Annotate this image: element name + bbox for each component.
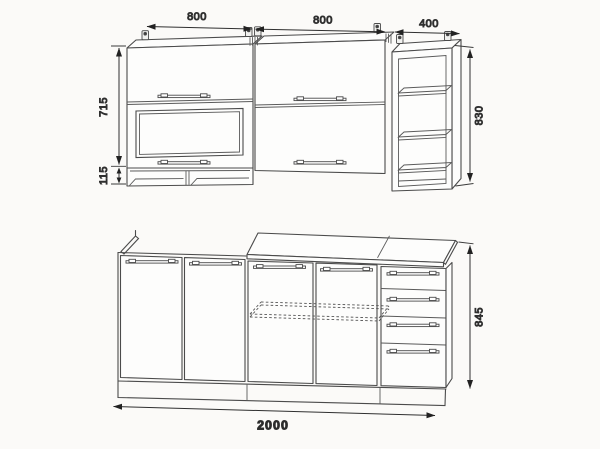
base-row xyxy=(118,231,458,406)
unit-right-side-panel xyxy=(452,40,461,190)
dim-label-830: 830 xyxy=(473,105,486,126)
dim-line-2000 xyxy=(114,407,436,416)
dim-label-845: 845 xyxy=(473,307,486,327)
dim-arrow-115-bottom xyxy=(117,178,122,184)
drawer-unit xyxy=(381,263,452,388)
dim-label-2000: 2000 xyxy=(257,418,289,433)
dim-label-400: 400 xyxy=(419,18,439,30)
base-door xyxy=(316,263,377,385)
dim-label-115: 115 xyxy=(98,165,110,186)
mounting-bracket xyxy=(142,31,149,40)
witness-tick-845 xyxy=(459,242,474,244)
base-door xyxy=(121,256,183,380)
wall-open-shelf-unit xyxy=(392,40,461,192)
dim-label-800-middle: 800 xyxy=(313,14,333,27)
dim-label-715: 715 xyxy=(98,97,110,117)
dim-line-800-middle xyxy=(256,29,386,32)
carcass-top-edge xyxy=(118,253,246,257)
dim-line-800-left xyxy=(147,27,252,30)
wall-row xyxy=(127,24,461,192)
mounting-bracket xyxy=(255,27,262,36)
dim-arrow-115-top xyxy=(117,168,122,174)
back-panel-corner xyxy=(121,231,139,255)
wall-cabinet-left xyxy=(127,36,262,186)
dim-label-800-left: 800 xyxy=(187,11,207,23)
cabinet-front xyxy=(127,44,253,168)
wall-cabinet-middle xyxy=(255,32,394,174)
shelf-inner-top-line xyxy=(130,171,250,172)
base-door xyxy=(185,258,246,382)
mounting-bracket xyxy=(397,35,404,44)
drawer-unit-side-panel xyxy=(446,263,452,388)
base-door xyxy=(248,261,313,384)
